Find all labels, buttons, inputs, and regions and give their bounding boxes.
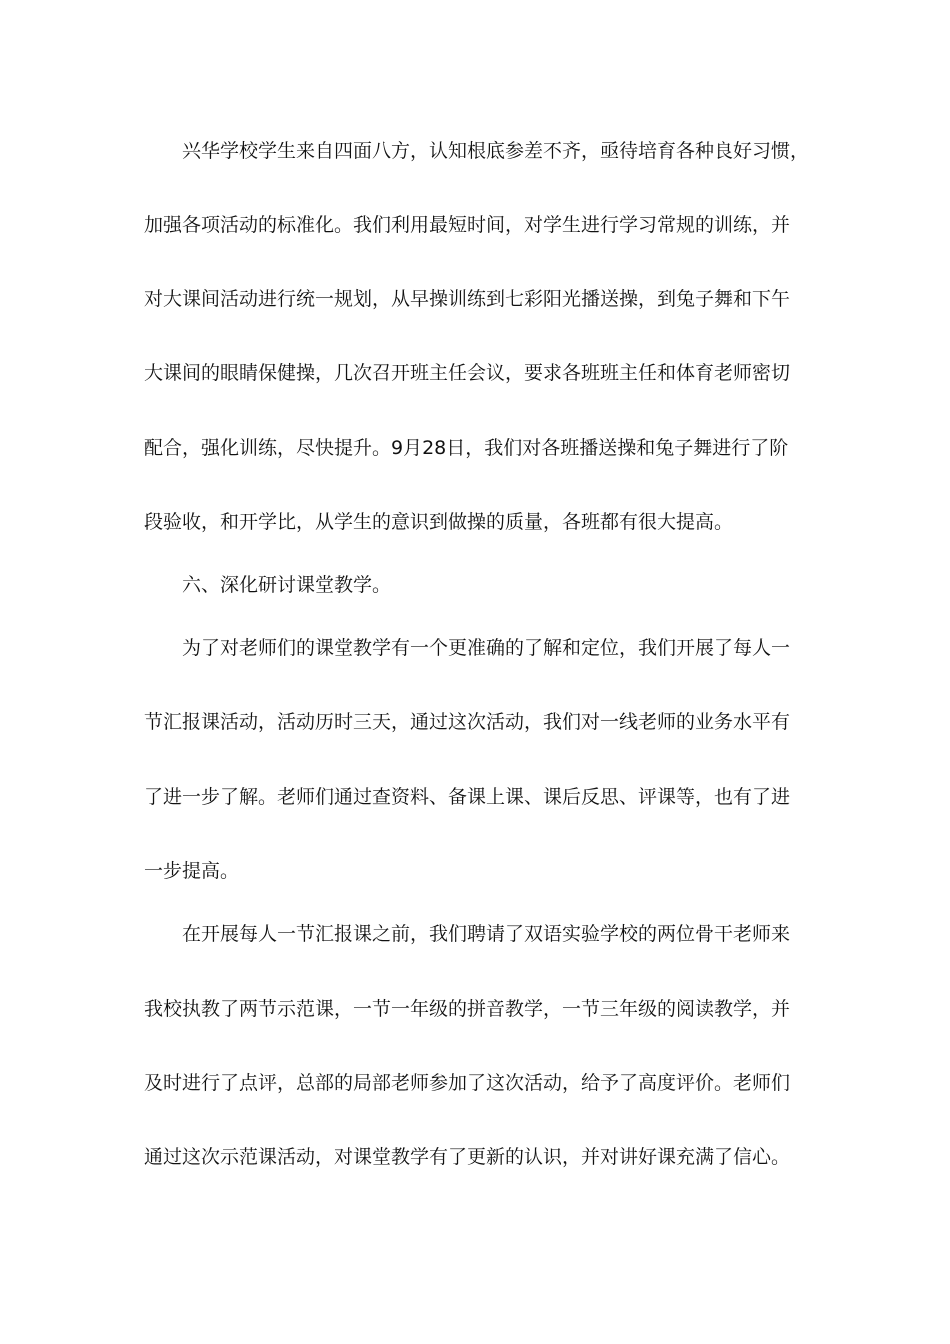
text-line: 兴华学校学生来自四面八方，认知根底参差不齐，亟待培育各种良好习惯，: [182, 140, 810, 162]
text-line: 我校执教了两节示范课，一节一年级的拼音教学，一节三年级的阅读教学，并: [144, 998, 791, 1020]
text-line: 对大课间活动进行统一规划，从早操训练到七彩阳光播送操，到兔子舞和下午: [144, 288, 791, 310]
text-line: 为了对老师们的课堂教学有一个更准确的了解和定位，我们开展了每人一: [182, 637, 791, 659]
text-line: 大课间的眼睛保健操，几次召开班主任会议，要求各班班主任和体育老师密切: [144, 362, 791, 384]
text-line: 段验收，和开学比，从学生的意识到做操的质量，各班都有很大提高。: [144, 511, 734, 533]
text-line: 通过这次示范课活动，对课堂教学有了更新的认识，并对讲好课充满了信心。: [144, 1146, 791, 1168]
section-heading: 六、深化研讨课堂教学。: [182, 574, 392, 596]
text-line: 在开展每人一节汇报课之前，我们聘请了双语实验学校的两位骨干老师来: [182, 923, 791, 945]
text-line: 节汇报课活动，活动历时三天，通过这次活动，我们对一线老师的业务水平有: [144, 711, 791, 733]
text-line: 及时进行了点评，总部的局部老师参加了这次活动，给予了高度评价。老师们: [144, 1072, 791, 1094]
text-line: 一步提高。: [144, 860, 240, 882]
text-line: 加强各项活动的标准化。我们利用最短时间，对学生进行学习常规的训练，并: [144, 214, 791, 236]
text-line: 了进一步了解。老师们通过查资料、备课上课、课后反思、评课等，也有了进: [144, 786, 791, 808]
text-line: 配合，强化训练，尽快提升。9月28日，我们对各班播送操和兔子舞进行了阶: [144, 437, 789, 459]
